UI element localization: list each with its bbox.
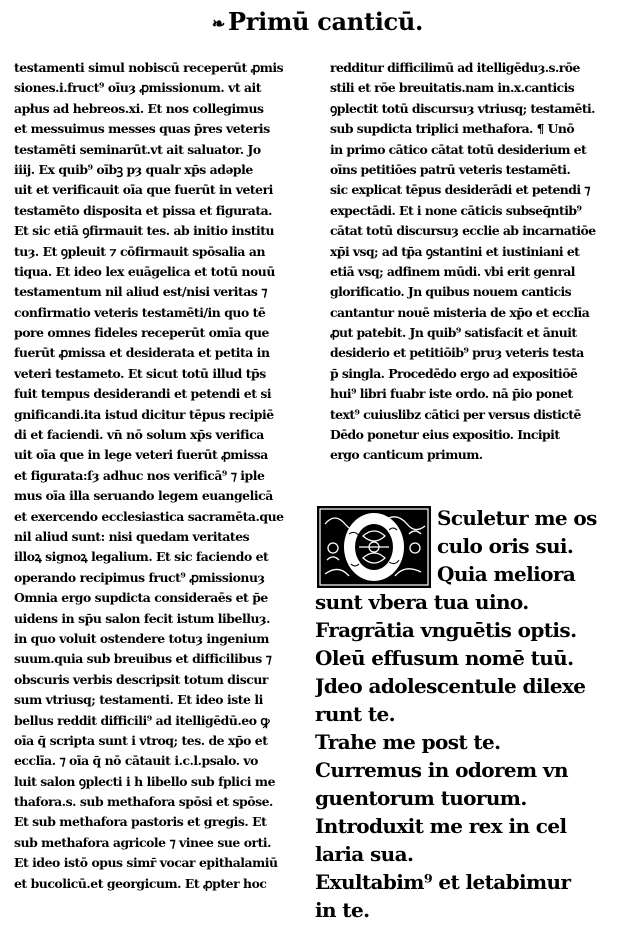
canticle-line-14: Exultabim⁹ et letabimur bbox=[315, 870, 571, 894]
canticle-line-3: Quia meliora bbox=[437, 562, 576, 586]
right-text-column bbox=[330, 58, 625, 466]
left-column-line-16: veteri testameto. Et sicut totū illud tp̄s bbox=[14, 365, 266, 381]
canticle-line-1: Sculetur me os bbox=[437, 506, 597, 530]
right-column-line-7: sic explicat tēpus desiderādi et petendi ⁊ bbox=[330, 182, 590, 198]
left-column-line-31: obscuris verbis descripsit totum discur bbox=[14, 671, 268, 687]
left-column-line-5: testamēti seminarūt.vt ait saluator. Jo bbox=[14, 141, 261, 157]
left-column-line-6: iiij. Ex quib⁹ oībꝫ pȝ qualr xp̄s adǝple bbox=[14, 161, 253, 177]
left-column-line-34: oīa q̄ scripta sunt i vtroq; tes. de xp̄o et bbox=[14, 732, 268, 748]
canticle-line-8: runt te. bbox=[315, 702, 395, 726]
right-column-line-8: expectādi. Et i none cāticis subseq̄ntib⁹ bbox=[330, 202, 582, 218]
right-column-line-18: text⁹ cuiuslibz cātici per versus distictē bbox=[330, 406, 581, 422]
right-column-line-10: xp̄i vsq; ad tp̄a ꝯstantini et iustiniani et bbox=[330, 243, 580, 259]
left-column-line-40: Et ideo istō opus simr̄ vocar epithalamiū bbox=[14, 855, 278, 871]
left-column-line-17: fuit tempus desiderandi et petendi et si bbox=[14, 386, 272, 402]
left-column-line-4: et messuimus messes quas p̄res veteris bbox=[14, 121, 270, 137]
canticle-line-12: Introduxit me rex in cel bbox=[315, 814, 567, 838]
canticle-line-5: Fragrātia vnguētis optis. bbox=[315, 618, 577, 642]
left-column-line-15: fuerūt ꝓmissa et desiderata et petita in bbox=[14, 345, 270, 361]
page-heading bbox=[0, 8, 635, 38]
left-column-line-32: sum vtriusq; testamenti. Et ideo iste li bbox=[14, 692, 263, 708]
left-column-line-20: uit oīa que in lege veteri fuerūt ꝓmissa bbox=[14, 447, 268, 463]
right-column-line-2: stili et rōe breuitatis.nam in.x.canticis bbox=[330, 80, 575, 96]
left-column-line-28: uidens in sp̄u salon fecit istum libelluȝ. bbox=[14, 610, 270, 626]
left-column-line-26: operando recipimus fruct⁹ ꝓmissionuȝ bbox=[14, 569, 265, 585]
canticle-line-11: guentorum tuorum. bbox=[315, 786, 527, 810]
left-column-line-3: apłus ad hebreos.xi. Et nos collegimus bbox=[14, 100, 264, 116]
canticle-line-13: laria sua. bbox=[315, 842, 414, 866]
right-column-line-3: ꝯplectit totū discursuȝ vtriusq; testamēti. bbox=[330, 100, 595, 116]
fleuron-icon: ❧ bbox=[211, 13, 226, 33]
left-column-line-18: gnificandi.ita istud dicitur tēpus recipiē bbox=[14, 406, 274, 422]
left-column-line-1: testamenti simul nobiscū receperūt ꝓmis bbox=[14, 60, 284, 75]
left-column-line-23: et exercendo ecclesiastica sacramēta.que bbox=[14, 508, 284, 524]
left-column-line-10: tuȝ. Et ꝯpleuit ⁊ cōfirmauit spōsalia an bbox=[14, 243, 266, 259]
canticle-line-9: Trahe me post te. bbox=[315, 730, 501, 754]
right-column-line-9: cātat totū discursuȝ ecclie ab incarnatiōe bbox=[330, 223, 596, 239]
right-column-line-6: oīns petitiōes patrū veteris testamēti. bbox=[330, 161, 571, 177]
canticle-line-10: Curremus in odorem vn bbox=[315, 758, 568, 782]
left-column-line-30: suum.quia sub breuibus et difficilibus ⁊ bbox=[14, 651, 272, 667]
right-column-line-15: desiderio et petitiōib⁹ pruȝ veteris testa bbox=[330, 345, 584, 361]
left-column-line-41: et bucolicū.et georgicum. Et ꝓpter hoc bbox=[14, 875, 267, 891]
right-column-line-4: sub supdicta triplici methafora. ¶ Unō bbox=[330, 121, 575, 137]
right-column-line-1: redditur difficilimū ad itelligēduȝ.s.rōe bbox=[330, 60, 580, 75]
left-column-line-11: tiqua. Et ideo lex euāgelica et totū nouū bbox=[14, 263, 275, 279]
canticle-line-2: culo oris sui. bbox=[437, 534, 574, 558]
right-column-line-16: p̄ singla. Procedēdo ergo ad expositiōē bbox=[330, 365, 578, 381]
left-column-line-9: Et sic etiā ꝯfirmauit tes. ab initio institu bbox=[14, 223, 275, 239]
woodcut-initial-icon bbox=[315, 504, 433, 590]
left-column-line-24: nil aliud sunt: nisi quedam veritates bbox=[14, 528, 250, 544]
left-column-line-19: di et faciendi. vn̄ nō solum xp̄s verifica bbox=[14, 427, 264, 443]
canticle-line-7: Jdeo adolescentule dilexe bbox=[315, 674, 586, 698]
canticle-text-block bbox=[315, 504, 630, 924]
left-column-line-7: uit et verificauit oīa que fuerūt in veteri bbox=[14, 182, 273, 198]
left-column-line-25: illoꝝ signoꝝ legalium. Et sic faciendo et bbox=[14, 549, 269, 565]
left-column-line-36: luit salon ꝯplecti i h libello sub fplici me bbox=[14, 773, 275, 789]
left-column-line-27: Omnia ergo supdicta consideraēs et p̄e bbox=[14, 590, 268, 606]
decorated-initial-o bbox=[315, 504, 433, 590]
left-column-line-14: pore omnes fideles receperūt omīa que bbox=[14, 325, 269, 341]
left-column-line-13: confirmatio veteris testamēti/in quo tē bbox=[14, 304, 266, 320]
right-column-line-5: in primo cātico cātat totū desiderium et bbox=[330, 141, 587, 157]
left-column-line-29: in quo voluit ostendere totuȝ ingenium bbox=[14, 630, 269, 646]
right-column-line-13: cantantur nouē misteria de xp̄o et ecclīa bbox=[330, 304, 590, 320]
right-column-line-11: etiā vsq; adfinem mūdi. vbi erit genral bbox=[330, 263, 575, 279]
left-column-line-35: ecclīa. ⁊ oīa q̄ nō cātauit i.c.l.psalo. vo bbox=[14, 753, 258, 769]
left-column-line-37: thafora.s. sub methafora spōsi et spōse. bbox=[14, 794, 273, 810]
heading-title: Primū canticū. bbox=[228, 7, 424, 36]
right-column-line-12: glorificatio. Jn quibus nouem canticis bbox=[330, 284, 572, 300]
left-column-line-12: testamentum nil aliud est/nisi veritas ⁊ bbox=[14, 284, 267, 300]
canticle-line-6: Oleū effusum nomē tuū. bbox=[315, 646, 574, 670]
left-column-line-33: bellus reddit difficili⁹ ad itelligēdū.eo ꝙ bbox=[14, 712, 270, 728]
right-column-line-19: Dēdo ponetur eius expositio. Incipit bbox=[330, 427, 560, 443]
canticle-line-4: sunt vbera tua uino. bbox=[315, 590, 529, 614]
left-column-line-38: Et sub methafora pastoris et gregis. Et bbox=[14, 814, 267, 830]
left-column-line-39: sub methafora agricole ⁊ vinee sue orti. bbox=[14, 834, 272, 850]
canticle-line-15: in te. bbox=[315, 898, 370, 922]
right-column-line-17: hui⁹ libri fuabr iste ordo. nā p̄io ponet bbox=[330, 386, 573, 402]
left-column-line-8: testamēto disposita et pissa et figurata. bbox=[14, 202, 273, 218]
left-column-line-21: et figurata:ſȝ adhuc nos verificā⁹ ⁊ iple bbox=[14, 467, 265, 483]
left-text-column bbox=[14, 58, 304, 894]
right-column-line-20: ergo canticum primum. bbox=[330, 447, 483, 463]
left-column-line-2: siones.i.fruct⁹ oīuȝ ꝓmissionum. vt ait bbox=[14, 80, 262, 96]
right-column-line-14: ꝓut patebit. Jn quib⁹ satisfacit et ānuit bbox=[330, 325, 577, 341]
left-column-line-22: mus oīa illa seruando legem euangelicā bbox=[14, 488, 273, 504]
